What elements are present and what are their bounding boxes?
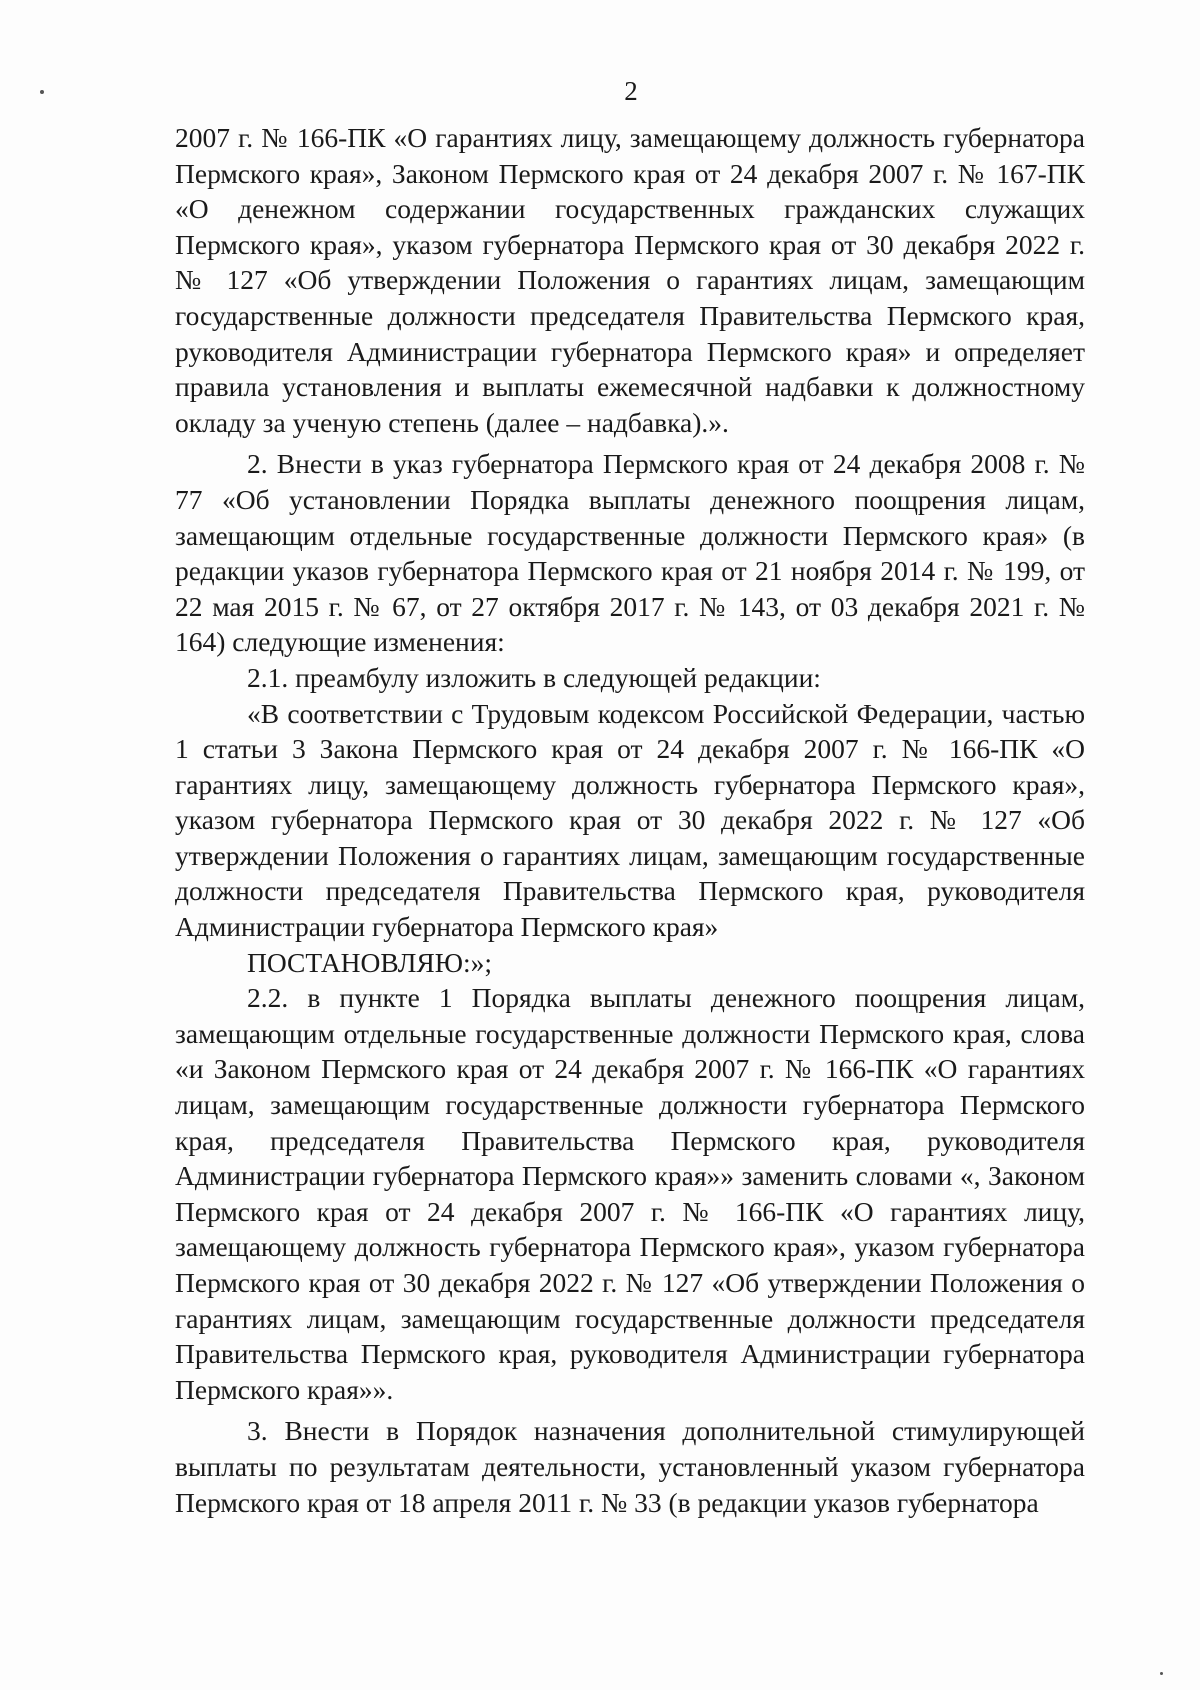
document-body xyxy=(175,120,1085,1520)
paragraph-item-3: 3. Внести в Порядок назначения дополнительной стимулирующей выплаты по результатам деятельности, установленный указом губернатора Пермского края от 18 апреля 2011 г. № 33 (в редакции указов губернатора xyxy=(175,1415,1085,1518)
paragraph-continuation: 2007 г. № 166-ПК «О гарантиях лицу, замещающему должность губернатора Пермского края», Законом Пермского края от 24 декабря 2007 г. № 167-ПК «О денежном содержании государственных гражданских служащих Пермского края», указом губернатора Пермского края от 30 декабря 2022 г. № 127 «Об утверждении Положения о гарантиях лицам, замещающим государственные должности председателя Правительства Пермского края, руководителя Администрации губернатора Пермского края» и определяет правила установления и выплаты ежемесячной надбавки к должностному окладу за ученую степень (далее – надбавка).». xyxy=(175,122,1085,438)
paragraph-item-2: 2. Внести в указ губернатора Пермского края от 24 декабря 2008 г. № 77 «Об установлении Порядка выплаты денежного поощрения лицам, замещающим отдельные государственные должности Пермского края» (в редакции указов губернатора Пермского края от 21 ноября 2014 г. № 199, от 22 мая 2015 г. № 67, от 27 октября 2017 г. № 143, от 03 декабря 2021 г. № 164) следующие изменения: xyxy=(175,448,1085,658)
paragraph-preamble-quote: «В соответствии с Трудовым кодексом Российской Федерации, частью 1 статьи 3 Закона Пермского края от 24 декабря 2007 г. № 166-ПК «О гарантиях лицу, замещающему должность губернатора Пермского края», указом губернатора Пермского края от 30 декабря 2022 г. № 127 «Об утверждении Положения о гарантиях лицам, замещающим государственные должности председателя Правительства Пермского края, руководителя Администрации губернатора Пермского края» xyxy=(175,697,1085,943)
page-number: 2 xyxy=(624,76,638,106)
paragraph-item-2-2: 2.2. в пункте 1 Порядка выплаты денежного поощрения лицам, замещающим отдельные государственные должности Пермского края, слова «и Законом Пермского края от 24 декабря 2007 г. № 166-ПК «О гарантиях лицам, замещающим государственные должности губернатора Пермского края, председателя Правительства Пермского края, руководителя Администрации губернатора Пермского края»» заменить словами «, Законом Пермского края от 24 декабря 2007 г. № 166-ПК «О гарантиях лицу, замещающему должность губернатора Пермского края», указом губернатора Пермского края от 30 декабря 2022 г. № 127 «Об утверждении Положения о гарантиях лицам, замещающим государственные должности председателя Правительства Пермского края, руководителя Администрации губернатора Пермского края»». xyxy=(175,982,1085,1405)
scan-speck xyxy=(1160,1672,1163,1675)
paragraph-postanovlyayu: ПОСТАНОВЛЯЮ:»; xyxy=(247,946,492,978)
paragraph-item-2-1: 2.1. преамбулу изложить в следующей редакции: xyxy=(247,661,821,693)
